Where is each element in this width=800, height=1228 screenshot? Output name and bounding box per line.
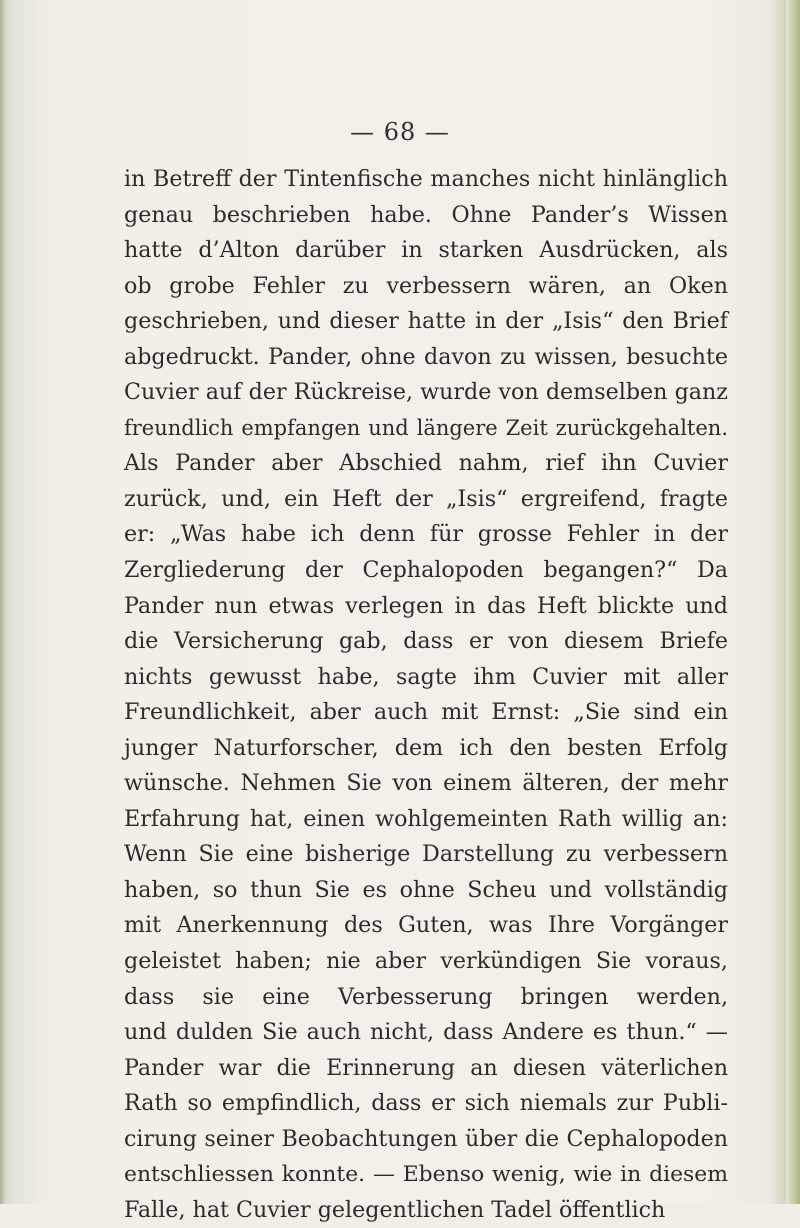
text-line: Als Pander aber Abschied nahm, rief ihn Cuvier	[124, 450, 728, 477]
page-number: — 68 —	[350, 118, 450, 146]
text-line: ob grobe Fehler zu verbessern wären, an Oken	[124, 272, 728, 299]
text-line: Rath so empfindlich, dass er sich niemals zur Publi-	[124, 1090, 728, 1117]
text-line: er: „Was habe ich denn für grosse Fehler in der	[124, 521, 728, 548]
text-line: hatte d’Alton darüber in starken Ausdrücken, als	[124, 237, 728, 264]
page-edge-right	[786, 0, 800, 1204]
text-line: geleistet haben; nie aber verkündigen Sie voraus,	[124, 948, 728, 975]
text-line: Falle, hat Cuvier gelegentlichen Tadel öffentlich	[124, 1196, 666, 1223]
text-line: und dulden Sie auch nicht, dass Andere es thun.“ —	[124, 1019, 728, 1046]
text-line: zurück, und, ein Heft der „Isis“ ergreifend, fragte	[124, 485, 728, 512]
text-line: Erfahrung hat, einen wohlgemeinten Rath willig an:	[124, 805, 728, 832]
text-line: junger Naturforscher, dem ich den besten Erfolg	[124, 734, 728, 761]
text-line: freundlich empfangen und längere Zeit zurückgehalten.	[124, 415, 728, 440]
text-line: Zergliederung der Cephalopoden begangen?“ Da	[124, 557, 728, 584]
text-line: in Betreff der Tintenfische manches nicht hinlänglich	[124, 166, 728, 192]
text-line: abgedruckt. Pander, ohne davon zu wissen, besuchte	[124, 343, 728, 370]
text-line: Pander war die Erinnerung an diesen väterlichen	[124, 1054, 728, 1081]
text-line: Pander nun etwas verlegen in das Heft blickte und	[124, 592, 728, 619]
text-line: dass sie eine Verbesserung bringen werden,	[124, 983, 728, 1010]
text-line: Freundlichkeit, aber auch mit Ernst: „Sie sind ein	[124, 699, 728, 726]
text-line: haben, so thun Sie es ohne Scheu und vollständig	[124, 876, 728, 903]
text-line: Wenn Sie eine bisherige Darstellung zu verbessern	[124, 841, 728, 868]
text-line: genau beschrieben habe. Ohne Pander’s Wissen	[124, 201, 728, 228]
text-line: cirung seiner Beobachtungen über die Cephalopoden	[124, 1125, 728, 1152]
text-line: geschrieben, und dieser hatte in der „Isis“ den Brief	[124, 308, 728, 335]
body-text	[124, 162, 728, 1228]
text-line: nichts gewusst habe, sagte ihm Cuvier mit aller	[124, 663, 728, 690]
text-line: wünsche. Nehmen Sie von einem älteren, der mehr	[124, 770, 728, 797]
text-line: Cuvier auf der Rückreise, wurde von demselben ganz	[124, 379, 728, 406]
text-line: mit Anerkennung des Guten, was Ihre Vorgänger	[124, 912, 728, 939]
text-line: die Versicherung gab, dass er von diesem Briefe	[124, 628, 728, 655]
page-gutter-left	[0, 0, 6, 1204]
text-line: entschliessen konnte. — Ebenso wenig, wie in diesem	[124, 1162, 728, 1188]
